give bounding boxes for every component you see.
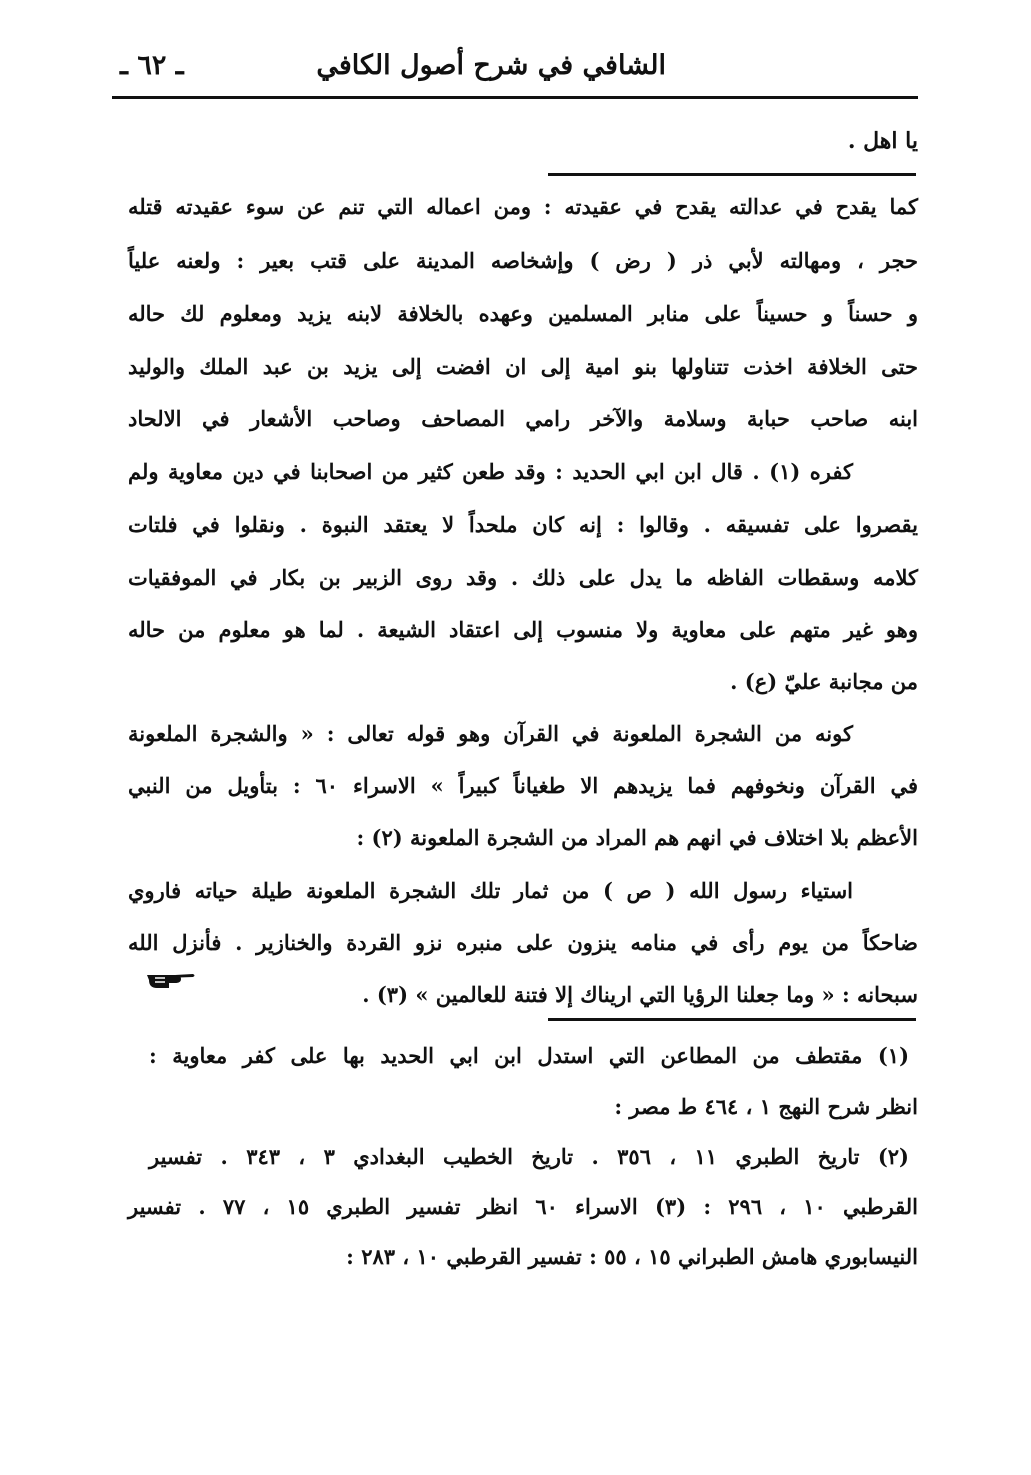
text-line: حتى الخلافة اخذت تتناولها بنو امية إلى ان افضت إلى يزيد بن عبد الملك والوليد [128, 354, 918, 379]
text-line: ابنه صاحب حبابة وسلامة والآخر رامي المصاحف وصاحب الأشعار في الالحاد [128, 406, 918, 431]
text-line: كونه من الشجرة الملعونة في القرآن وهو قوله تعالى : « والشجرة الملعونة [128, 721, 853, 746]
text-line: وهو غير متهم على معاوية ولا منسوب إلى اعتقاد الشيعة . لما هو معلوم من حاله [128, 617, 918, 642]
text-line: الأعظم بلا اختلاف في انهم هم المراد من الشجرة الملعونة (٢) : [356, 825, 918, 850]
running-header [112, 44, 916, 94]
footnote-line: النيسابوري هامش الطبراني ١٥ ، ٥٥ : تفسير القرطبي ١٠ ، ٢٨٣ : [346, 1244, 918, 1269]
text-line: كفره (١) . قال ابن ابي الحديد : وقد طعن كثير من اصحابنا في دين معاوية ولم [128, 459, 853, 484]
header-rule [112, 96, 918, 99]
text-line: في القرآن ونخوفهم فما يزيدهم الا طغياناً كبيراً » الاسراء ٦٠ : بتأويل من النبي [128, 773, 918, 798]
text-line: حجر ، ومهالته لأبي ذر ( رض ) وإشخاصه المدينة على قتب بعير : ولعنه علياً [128, 248, 918, 273]
footnote-line: انظر شرح النهج ١ ، ٤٦٤ ط مصر : [614, 1094, 918, 1119]
text-line: ضاحكاً من يوم رأى في منامه ينزون على منبره نزو القردة والخنازير . فأنزل الله [128, 930, 918, 955]
text-line: كما يقدح في عدالته يقدح في عقيدته : ومن اعماله التي تنم عن سوء عقيدته قتله [128, 194, 918, 219]
text-line: يقصروا على تفسيقه . وقالوا : إنه كان ملحداً لا يعتقد النبوة . ونقلوا في فلتات [128, 512, 918, 537]
pointing-hand-icon [145, 966, 197, 992]
text-line: سبحانه : « وما جعلنا الرؤيا التي اريناك إلا فتنة للعالمين » (٣) . [362, 982, 918, 1007]
footnote-line: (١) مقتطف من المطاعن التي استدل ابن ابي الحديد بها على كفر معاوية : [149, 1043, 909, 1068]
text-line: و حسناً و حسيناً على منابر المسلمين وعهده بالخلافة لابنه يزيد ومعلوم لك حاله [128, 301, 918, 326]
section-divider [548, 173, 916, 176]
text-line: كلامه وسقطات الفاظه ما يدل على ذلك . وقد روى الزبير بن بكار في الموفقيات [128, 565, 918, 590]
footnote-line: (٢) تاريخ الطبري ١١ ، ٣٥٦ . تاريخ الخطيب البغدادي ٣ ، ٣٤٣ . تفسير [149, 1144, 909, 1169]
text-line: استياء رسول الله ( ص ) من ثمار تلك الشجرة الملعونة طيلة حياته فاروي [128, 878, 853, 903]
carryover-line: يا اهل . [847, 128, 918, 154]
page-number: ـ ٦٢ ـ [120, 50, 184, 81]
footnote-rule [548, 1018, 916, 1021]
text-line: من مجانبة عليّ (ع) . [730, 669, 918, 694]
book-title: الشافي في شرح أصول الكافي [316, 50, 666, 81]
footnote-line: القرطبي ١٠ ، ٢٩٦ : (٣) الاسراء ٦٠ انظر تفسير الطبري ١٥ ، ٧٧ . تفسير [128, 1194, 919, 1219]
